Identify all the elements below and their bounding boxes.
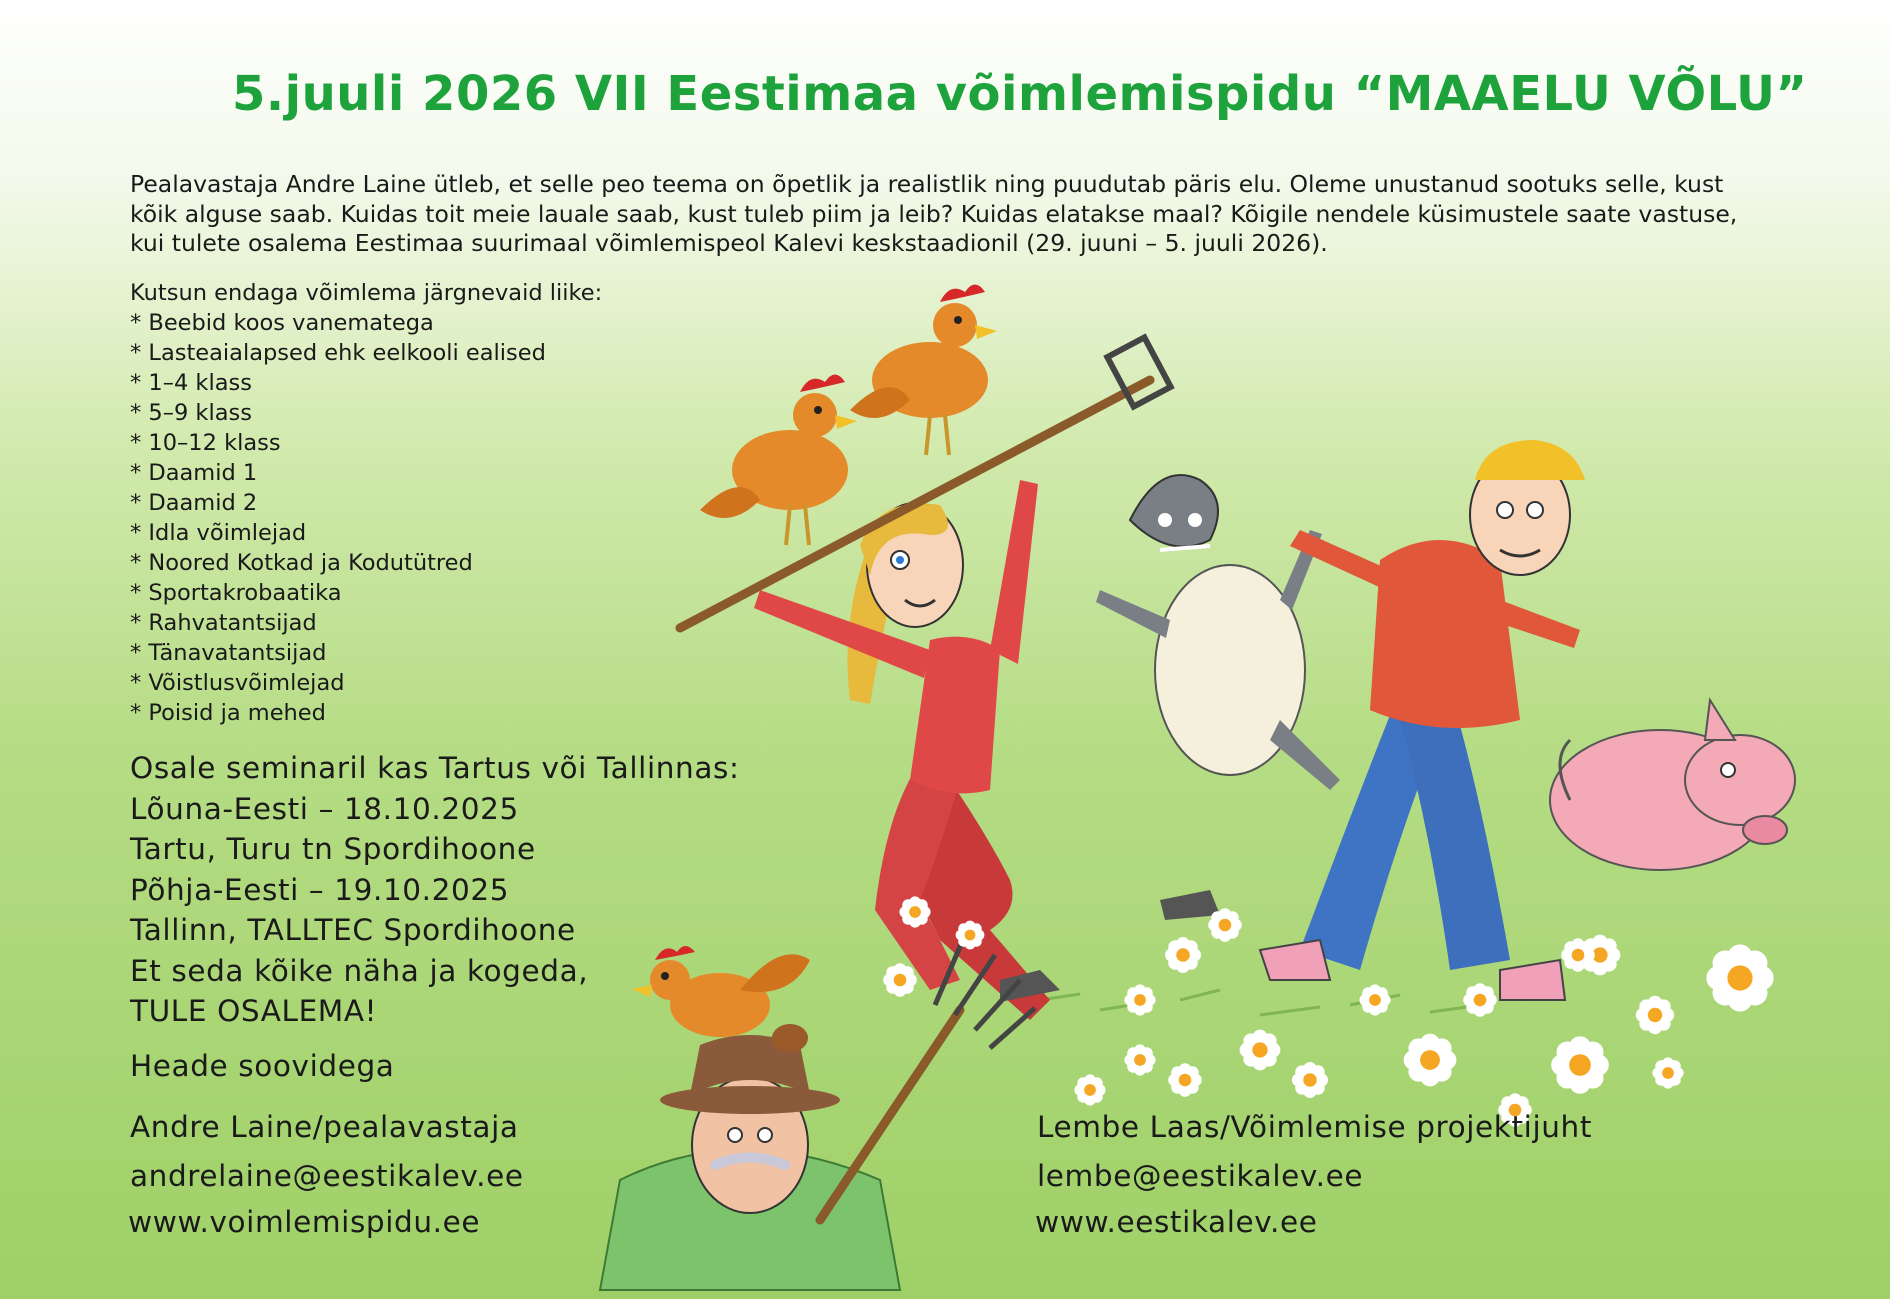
seminar-north-date: Põhja-Eesti – 19.10.2025	[130, 872, 510, 907]
list-item: * Noored Kotkad ja Kodutütred	[130, 550, 473, 576]
intro-paragraph: Pealavastaja Andre Laine ütleb, et selle peo teema on õpetlik ja realistlik ning puudutab päris elu. Oleme unustanud sootuks selle, kust kõik alguse saab. Kuidas toit meie lauale saab, kust tuleb piim ja leib? Kuidas elatakse maal? Kõigile nendele küsimustele saate vastuse, kui tulete osalema Eestimaa suurimaal võimlemispeol Kalevi keskstaadionil (29. juuni – 5. juuli 2026).	[130, 170, 1738, 257]
list-item: * Daamid 1	[130, 460, 258, 486]
chicken-right	[850, 285, 997, 456]
list-item: * 5–9 klass	[130, 400, 252, 426]
list-item: * Beebid koos vanematega	[130, 310, 434, 336]
list-item: * Tänavatantsijad	[130, 640, 327, 666]
woman-gymnast	[754, 480, 1220, 1020]
seminar-invite-text: Et seda kõike näha ja kogeda,	[130, 953, 589, 988]
pig	[1550, 700, 1795, 870]
list-item: * Võistlusvõimlejad	[130, 670, 345, 696]
greeting: Heade soovidega	[130, 1049, 395, 1083]
groups-heading: Kutsun endaga võimlema järgnevaid liike:	[130, 280, 603, 306]
contact-left-email[interactable]: andrelaine@eestikalev.ee	[130, 1159, 524, 1193]
seminar-call-to-action: TULE OSALEMA!	[130, 994, 378, 1028]
contact-right-web[interactable]: www.eestikalev.ee	[1035, 1205, 1318, 1239]
list-item: * Daamid 2	[130, 490, 258, 516]
groups-list	[130, 308, 546, 728]
seminar-north-venue: Tallinn, TALLTEC Spordihoone	[130, 913, 576, 947]
page-title: 5.juuli 2026 VII Eestimaa võimlemispidu “MAAELU VÕLU”	[232, 66, 1808, 122]
list-item: * 10–12 klass	[130, 430, 281, 456]
seminar-info	[130, 748, 740, 1032]
list-item: * Poisid ja mehed	[130, 700, 326, 726]
contact-left-web[interactable]: www.voimlemispidu.ee	[128, 1205, 481, 1239]
sheep	[1096, 475, 1340, 790]
list-item: * Lasteaialapsed ehk eelkooli ealised	[130, 340, 546, 366]
list-item: * Idla võimlejad	[130, 520, 307, 546]
contact-left-name: Andre Laine/pealavastaja	[130, 1110, 519, 1144]
list-item: * Sportakrobaatika	[130, 580, 342, 606]
man-dancer	[1260, 440, 1585, 1000]
contact-right-name: Lembe Laas/Võimlemise projektijuht	[1037, 1110, 1593, 1144]
list-item: * Rahvatantsijad	[130, 610, 317, 636]
seminar-south-date: Lõuna-Eesti – 18.10.2025	[130, 791, 519, 826]
list-item: * 1–4 klass	[130, 370, 252, 396]
seminar-south-venue: Tartu, Turu tn Spordihoone	[130, 832, 536, 866]
seminar-heading: Osale seminaril kas Tartus või Tallinnas:	[130, 751, 740, 785]
contact-right-email[interactable]: lembe@eestikalev.ee	[1037, 1159, 1364, 1193]
chicken-left	[700, 375, 857, 546]
